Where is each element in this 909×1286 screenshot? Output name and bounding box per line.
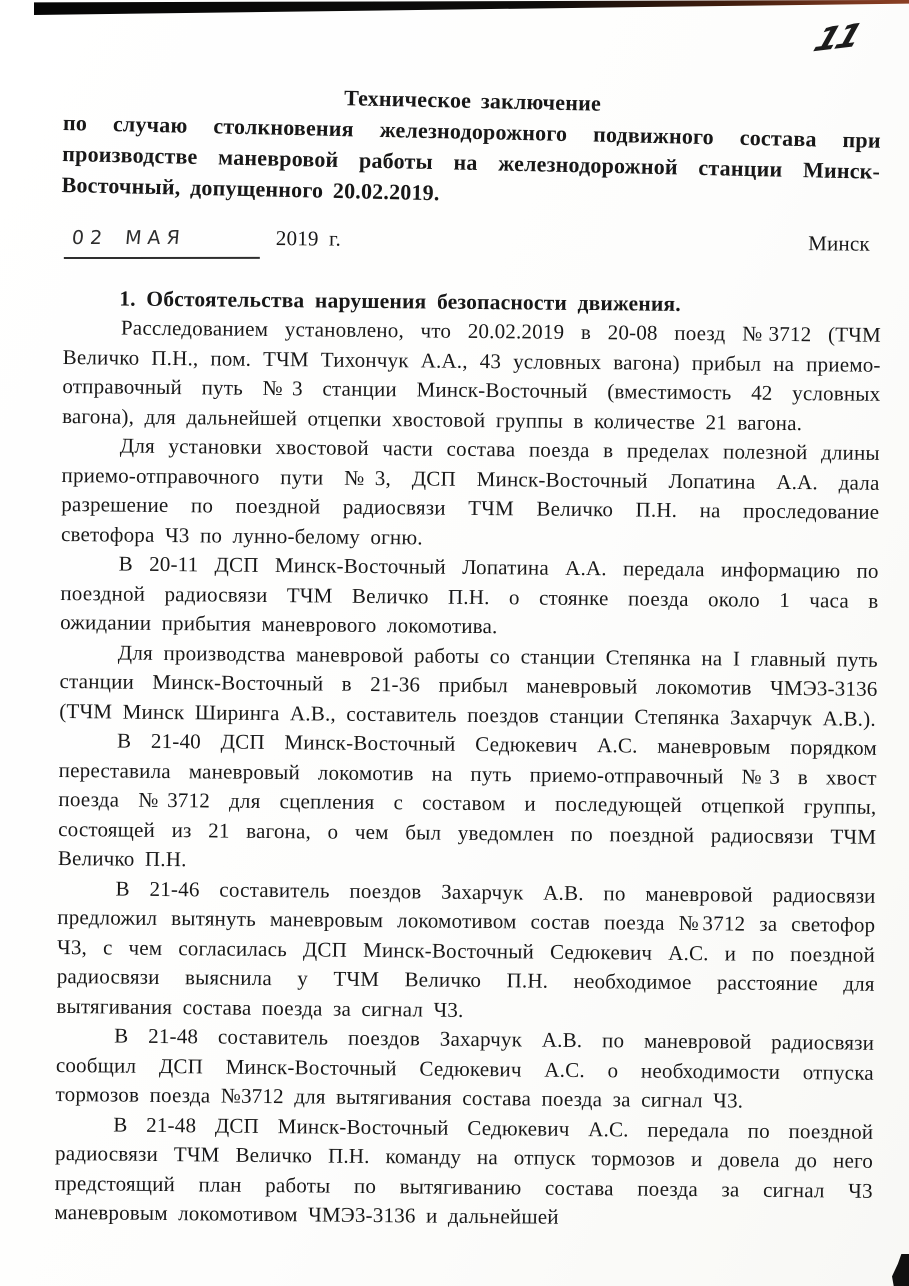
date-year: 2019 г.	[275, 226, 342, 251]
scan-corner-artifact	[892, 1254, 909, 1286]
paragraph-7: В 21-48 составитель поездов Захарчук А.В. по маневровой радиосвязи сообщил ДСП Минск-Восточный Седюкевич А.С. о необходимости отпуска тормозов поезда №3712 для вытягивания состава поезда за сигнал Ч3.	[55, 1023, 875, 1113]
section-1-heading: 1. Обстоятельства нарушения безопасности движения.	[119, 286, 682, 316]
handwritten-date-field	[64, 223, 260, 259]
document-body	[54, 222, 882, 1235]
paragraph-2: Для установки хвостовой части состава поезда в пределах полезной длины приемо-отправочного пути №3, ДСП Минск-Восточный Лопатина А.А. дала разрешение по поездной радиосвязи ТЧМ Величко П.Н. на проследование светофора Ч3 по лунно-белому огню.	[60, 433, 880, 549]
paragraph-8: В 21-48 ДСП Минск-Восточный Седюкевич А.С. передала по поездной радиосвязи ТЧМ Величко П.Н. команду на отпуск тормозов и довела до него предстоящий план работы по вытягиванию состава поезда за сигнал Ч3 маневровым локомотивом ЧМЭ3-3136 и дальнейшей	[54, 1112, 874, 1229]
section-1-paragraphs	[54, 313, 881, 1235]
document-content	[54, 0, 882, 1229]
handwritten-date-text: 02 МАЯ	[70, 226, 187, 250]
paragraph-6: В 21-46 составитель поездов Захарчук А.В. по маневровой радиосвязи предложил вытянуть маневровым локомотивом состав поезда №3712 за светофор Ч3, с чем согласилась ДСП Минск-Восточный Седюкевич А.С. и по поездной радиосвязи выяснила у ТЧМ Величко П.Н. необходимое расстояние для вытягивания состава поезда за сигнал Ч3.	[56, 876, 876, 1022]
date-place: Минск	[808, 231, 870, 256]
title-line-1: Техническое заключение	[343, 85, 602, 116]
dateline	[64, 222, 882, 265]
paragraph-3: В 20-11 ДСП Минск-Восточный Лопатина А.А. передала информацию по поездной радиосвязи ТЧМ Величко П.Н. о стоянке поезда около 1 часа в ожидании прибытия маневрового локомотива.	[60, 551, 879, 639]
document-title	[61, 76, 882, 218]
paragraph-1: Расследованием установлено, что 20.02.2019 в 20-08 поезд №3712 (ТЧМ Величко П.Н., пом. ТЧМ Тихончук А.А., 43 условных вагона) прибыл на приемо-отправочный путь №3 станции Минск-Восточный (вместимость 42 условных вагона), для дальнейшей отцепки хвостовой группы в количестве 21 вагона.	[62, 315, 882, 435]
paragraph-4: Для производства маневровой работы со станции Степянка на I главный путь станции Минск-Восточный в 21-36 прибыл маневровый локомотив ЧМЭ3-3136 (ТЧМ Минск Ширинга А.В., составитель поездов станции Степянка Захарчук А.В.).	[59, 640, 878, 731]
title-continuation: по случаю столкновения железнодорожного подвижного состава при производстве маневровой работы на железнодорожной станции Минск-Восточный, допущенного 20.02.2019.	[61, 109, 882, 206]
handwritten-page-number: 11	[808, 15, 866, 60]
paragraph-5: В 21-40 ДСП Минск-Восточный Седюкевич А.С. маневровым порядком переставила маневровый локомотив на путь приемо-отправочный №3 в хвост поезда №3712 для сцепления с составом и последующей отцепкой группы, состоящей из 21 вагона, о чем был уведомлен по поездной радиосвязи ТЧМ Величко П.Н.	[57, 728, 878, 872]
